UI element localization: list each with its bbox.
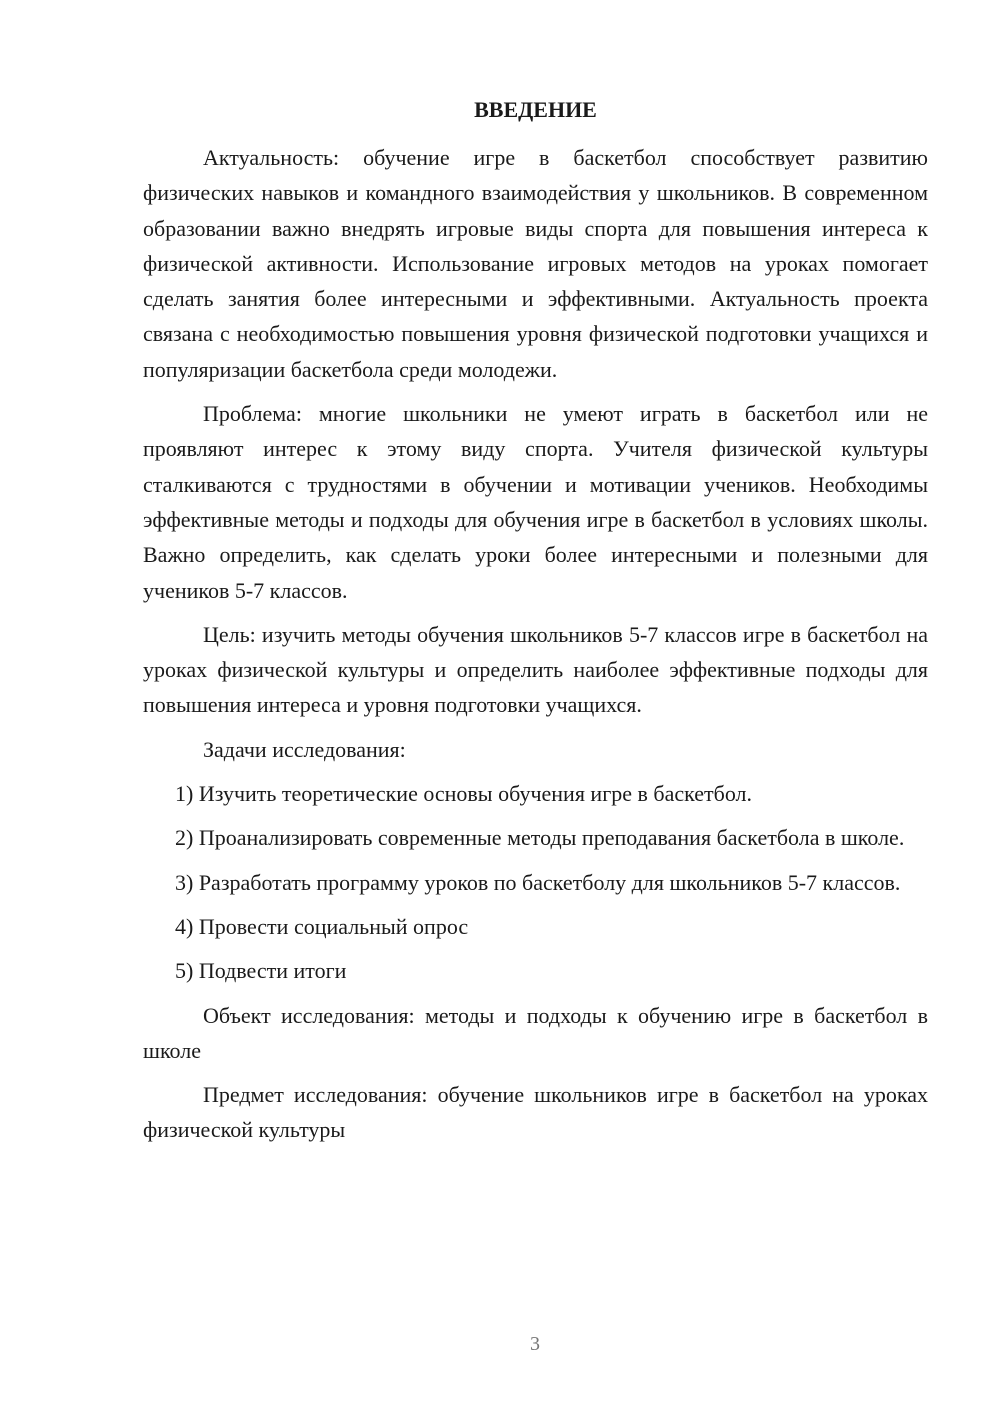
tasks-heading: Задачи исследования: <box>203 736 406 762</box>
task-item-1: 1) Изучить теоретические основы обучения игре в баскетбол. <box>175 781 753 807</box>
problem-paragraph: Проблема: многие школьники не умеют играть в баскетбол или не проявляют интерес к этому виду спорта. Учителя физической культуры сталкиваются с трудностями в обучении и мотивации учеников. Необходимы эффективные методы и подходы для обучения игре в баскетбол в условиях школы. Важно определить, как сделать уроки более интересными и полезными для учеников 5-7 классов. <box>143 401 928 603</box>
task-item-5: 5) Подвести итоги <box>175 958 347 984</box>
object-paragraph: Объект исследования: методы и подходы к обучению игре в баскетбол в школе <box>143 1002 928 1063</box>
subject-paragraph: Предмет исследования: обучение школьников игре в баскетбол на уроках физической культуры <box>143 1082 928 1143</box>
task-item-3: 3) Разработать программу уроков по баскетболу для школьников 5-7 классов. <box>175 869 901 895</box>
page-title: ВВЕДЕНИЕ <box>474 97 597 122</box>
relevance-paragraph: Актуальность: обучение игре в баскетбол способствует развитию физических навыков и командного взаимодействия у школьников. В современном образовании важно внедрять игровые виды спорта для повышения интереса к физической активности. Использование игровых методов на уроках помогает сделать занятия более интересными и эффективными. Актуальность проекта связана с необходимостью повышения уровня физической подготовки учащихся и популяризации баскетбола среди молодежи. <box>143 145 928 382</box>
task-item-4: 4) Провести социальный опрос <box>175 913 469 939</box>
task-item-2: 2) Проанализировать современные методы преподавания баскетбола в школе. <box>175 825 905 851</box>
goal-paragraph: Цель: изучить методы обучения школьников 5-7 классов игре в баскетбол на уроках физической культуры и определить наиболее эффективные подходы для повышения интереса и уровня подготовки учащихся. <box>143 621 928 718</box>
page-number: 3 <box>530 1333 540 1355</box>
document-page <box>143 94 928 1157</box>
